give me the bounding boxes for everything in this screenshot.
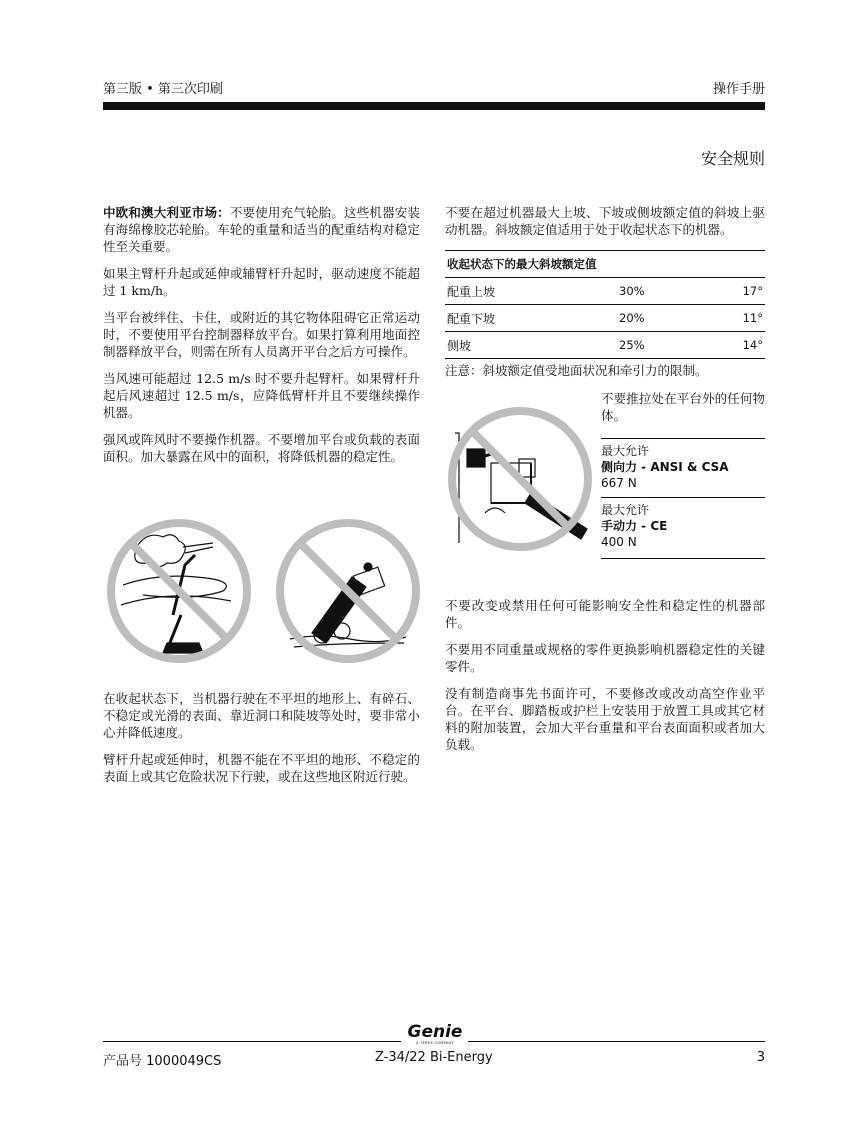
left-column-top <box>103 204 420 475</box>
row-percent: 25% <box>617 332 691 359</box>
row-degree: 14° <box>691 332 765 359</box>
slope-table-header: 收起状态下的最大斜坡额定值 <box>445 251 765 278</box>
paragraph-drive-speed: 如果主臂杆升起或延伸或辅臂杆升起时，驱动速度不能超过 1 km/h。 <box>103 266 420 298</box>
header-rule <box>103 102 765 110</box>
paragraph-no-modification: 没有制造商事先书面许可，不要修改或改动高空作业平台。在平台、脚踏板或护栏上安装用于放置工具或其它材料的附加装置，会加大平台重量和平台表面面积或者加大负载。 <box>445 686 765 752</box>
model-name: Z-34/22 Bi-Energy <box>375 1050 493 1065</box>
no-wind-operation-illustration <box>103 515 255 667</box>
force-spec-rule <box>601 558 765 559</box>
header-manual-title: 操作手册 <box>712 82 765 97</box>
paragraph-replace-parts: 不要用不同重量或规格的零件更换影响机器稳定性的关键零件。 <box>445 642 765 674</box>
paragraph-no-modify-parts: 不要改变或禁用任何可能影响安全性和稳定性的机器部件。 <box>445 598 765 630</box>
paragraph-strong-wind: 强风或阵风时不要操作机器。不要增加平台或负载的表面面积。加大暴露在风中的面积，将降低机器的稳定性。 <box>103 432 420 464</box>
row-label: 配重下坡 <box>445 305 617 332</box>
left-column-bottom <box>103 690 420 795</box>
right-column-top <box>445 204 765 248</box>
row-percent: 30% <box>617 278 691 305</box>
section-title: 安全规则 <box>700 149 765 168</box>
no-push-pull-illustration <box>445 403 595 555</box>
prohibition-slash <box>300 543 396 639</box>
footer-rule-left <box>103 1041 401 1042</box>
row-label: 侧坡 <box>445 332 617 359</box>
force-label: 最大允许 <box>601 444 650 458</box>
side-force-spec <box>601 438 765 559</box>
product-number: 产品号 1000049CS <box>103 1054 222 1069</box>
no-unstable-surface-illustration <box>272 515 424 667</box>
paragraph-elevated-terrain: 臂杆升起或延伸时，机器不能在不平坦的地形、不稳定的表面上或其它危险状况下行驶，或在这些地区附近行驶。 <box>103 752 420 784</box>
table-row <box>445 278 765 305</box>
prohibition-slash <box>131 543 227 639</box>
footer-rule-right <box>468 1041 765 1042</box>
row-label: 配重上坡 <box>445 278 617 305</box>
force-value: 400 N <box>601 535 637 549</box>
paragraph-tires-text: 不要使用充气轮胎。这些机器安装有海绵橡胶芯轮胎。车轮的重量和适当的配重结构对稳定性至关重要。 <box>103 205 420 254</box>
genie-logo <box>405 1024 465 1045</box>
page-number: 3 <box>756 1050 765 1065</box>
market-label: 中欧和澳大利亚市场： <box>103 205 230 220</box>
row-degree: 11° <box>691 305 765 332</box>
prohibition-slash <box>472 431 568 527</box>
row-percent: 20% <box>617 305 691 332</box>
paragraph-wind-speed: 当风速可能超过 12.5 m/s 时不要升起臂杆。如果臂杆升起后风速超过 12.5 m/s，应降低臂杆并且不要继续操作机器。 <box>103 371 420 420</box>
right-column-bottom <box>445 597 765 763</box>
logo-text: Genie <box>407 1022 463 1042</box>
paragraph-platform-release: 当平台被绊住、卡住，或附近的其它物体阻碍它正常运动时，不要使用平台控制器释放平台。如果打算利用地面控制器释放平台，则需在所有人员离开平台之后方可操作。 <box>103 310 420 359</box>
force-value: 667 N <box>601 476 637 490</box>
force-label: 最大允许 <box>601 503 650 517</box>
table-row <box>445 305 765 332</box>
paragraph-tires <box>103 204 420 255</box>
header-edition: 第三版 • 第三次印刷 <box>103 82 223 97</box>
paragraph-stowed-terrain: 在收起状态下，当机器行驶在不平坦的地形上、有碎石、不稳定或光滑的表面、靠近洞口和陡坡等处时，要非常小心并降低速度。 <box>103 691 420 740</box>
table-row <box>445 332 765 359</box>
row-degree: 17° <box>691 278 765 305</box>
paragraph-slope-limits: 不要在超过机器最大上坡、下坡或侧坡额定值的斜坡上驱动机器。斜坡额定值适用于处于收起状态下的机器。 <box>445 205 765 237</box>
push-pull-warning: 不要推拉处在平台外的任何物体。 <box>601 391 765 423</box>
force-type: 手动力 - CE <box>601 519 668 533</box>
logo-subtext: A TEREX COMPANY <box>416 1041 454 1045</box>
slope-note: 注意：斜坡额定值受地面状况和牵引力的限制。 <box>445 363 708 378</box>
force-type: 侧向力 - ANSI & CSA <box>601 460 729 474</box>
slope-rating-table <box>445 250 765 359</box>
